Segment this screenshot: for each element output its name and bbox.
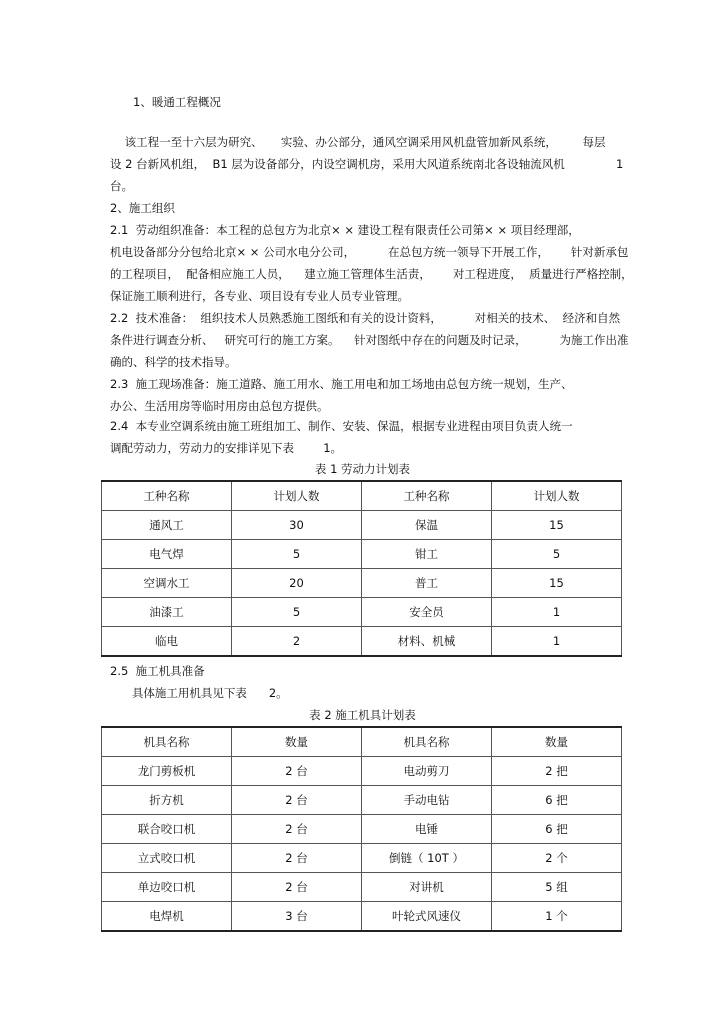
table-cell: 1 个	[492, 902, 622, 932]
table-cell: 6 把	[492, 786, 622, 815]
table-cell: 龙门剪板机	[102, 757, 232, 786]
section2-line-7: 确的、科学的技术指导。	[110, 355, 237, 369]
table2-caption: 表 2 施工机具计划表	[309, 708, 416, 722]
table-cell: 临电	[102, 627, 232, 657]
equipment-plan-table	[101, 726, 622, 932]
table-cell: 立式咬口机	[102, 844, 232, 873]
table-header-row	[102, 727, 622, 757]
section2-line-10: 2.4 本专业空调系统由施工班组加工、制作、安装、保温，根据专业进程由项目负责人统一	[110, 419, 573, 433]
table-row	[102, 757, 622, 786]
table-cell: 联合咬口机	[102, 815, 232, 844]
section1-heading: 1、暖通工程概况	[133, 95, 221, 109]
table-row	[102, 627, 622, 657]
table-header-cell: 数量	[492, 727, 622, 757]
table-cell: 2	[232, 627, 362, 657]
table-cell: 2 把	[492, 757, 622, 786]
table-cell: 6 把	[492, 815, 622, 844]
table-header-row	[102, 481, 622, 511]
section25-line: 具体施工用机具见下表 2。	[110, 686, 288, 700]
table-cell: 1	[492, 598, 622, 627]
table-cell: 5	[232, 540, 362, 569]
table-cell: 普工	[362, 569, 492, 598]
table-row	[102, 786, 622, 815]
section2-line-3: 的工程项目， 配备相应施工人员， 建立施工管理体生活责， 对工程进度， 质量进行严格控制，	[110, 267, 633, 281]
table-cell: 电锤	[362, 815, 492, 844]
table-cell: 油漆工	[102, 598, 232, 627]
table-cell: 材料、机械	[362, 627, 492, 657]
table-row	[102, 873, 622, 902]
table-cell: 5	[492, 540, 622, 569]
table-cell: 20	[232, 569, 362, 598]
section2-line-9: 办公、生活用房等临时用房由总包方提供。	[110, 399, 329, 413]
table-cell: 2 台	[232, 786, 362, 815]
table-cell: 对讲机	[362, 873, 492, 902]
table-cell: 折方机	[102, 786, 232, 815]
table-cell: 2 台	[232, 757, 362, 786]
table-cell: 倒链（ 10T ）	[362, 844, 492, 873]
labor-plan-table	[101, 480, 622, 657]
table-cell: 电气焊	[102, 540, 232, 569]
table-cell: 2 个	[492, 844, 622, 873]
table-row	[102, 569, 622, 598]
section2-line-5: 2.2 技术准备： 组织技术人员熟悉施工图纸和有关的设计资料， 对相关的技术、 经济和自然	[110, 311, 621, 325]
table-cell: 保温	[362, 511, 492, 540]
table-cell: 2 台	[232, 873, 362, 902]
section2-line-6: 条件进行调查分析、 研究可行的施工方案。 针对图纸中存在的问题及时记录， 为施工作出准	[110, 333, 629, 347]
table-row	[102, 598, 622, 627]
table-cell: 30	[232, 511, 362, 540]
table-header-cell: 机具名称	[102, 727, 232, 757]
table-cell: 钳工	[362, 540, 492, 569]
table-header-cell: 工种名称	[362, 481, 492, 511]
table-cell: 15	[492, 569, 622, 598]
table-cell: 1	[492, 627, 622, 657]
table-cell: 空调水工	[102, 569, 232, 598]
section2-line-1: 2.1 劳动组织准备：本工程的总包方为北京× × 建设工程有限责任公司第× × 项目经理部，	[110, 223, 580, 237]
section1-line-2: 设 2 台新风机组， B1 层为设备部分，内设空调机房，采用大风道系统南北各设轴流风机 1	[110, 157, 624, 171]
table-cell: 15	[492, 511, 622, 540]
table-cell: 叶轮式风速仪	[362, 902, 492, 932]
table-header-cell: 计划人数	[232, 481, 362, 511]
table-cell: 单边咬口机	[102, 873, 232, 902]
table-cell: 安全员	[362, 598, 492, 627]
table-cell: 通风工	[102, 511, 232, 540]
table-cell: 2 台	[232, 815, 362, 844]
table-cell: 5 组	[492, 873, 622, 902]
table-cell: 3 台	[232, 902, 362, 932]
table-header-cell: 机具名称	[362, 727, 492, 757]
table-cell: 电焊机	[102, 902, 232, 932]
section2-line-11: 调配劳动力，劳动力的安排详见下表 1。	[110, 441, 343, 455]
section1-line-1: 该工程一至十六层为研究、 实验、办公部分，通风空调采用风机盘管加新风系统， 每层	[110, 135, 606, 149]
table1-caption: 表 1 劳动力计划表	[314, 462, 411, 476]
table-header-cell: 计划人数	[492, 481, 622, 511]
table-header-cell: 数量	[232, 727, 362, 757]
table-row	[102, 511, 622, 540]
section1-line-3: 台。	[110, 179, 133, 193]
section25-heading: 2.5 施工机具准备	[110, 664, 205, 678]
table-row	[102, 815, 622, 844]
table-row	[102, 844, 622, 873]
table-cell: 电动剪刀	[362, 757, 492, 786]
section2-line-8: 2.3 施工现场准备：施工道路、施工用水、施工用电和加工场地由总包方统一规划，生产、	[110, 377, 573, 391]
table-cell: 5	[232, 598, 362, 627]
table-cell: 手动电钻	[362, 786, 492, 815]
table-row	[102, 902, 622, 932]
section2-line-2: 机电设备部分分包给北京× × 公司水电分公司， 在总包方统一领导下开展工作， 针对新承包	[110, 245, 629, 259]
section2-line-4: 保证施工顺利进行，各专业、项目设有专业人员专业管理。	[110, 289, 409, 303]
table-header-cell: 工种名称	[102, 481, 232, 511]
table-row	[102, 540, 622, 569]
section2-heading: 2、施工组织	[110, 201, 175, 215]
table-cell: 2 台	[232, 844, 362, 873]
